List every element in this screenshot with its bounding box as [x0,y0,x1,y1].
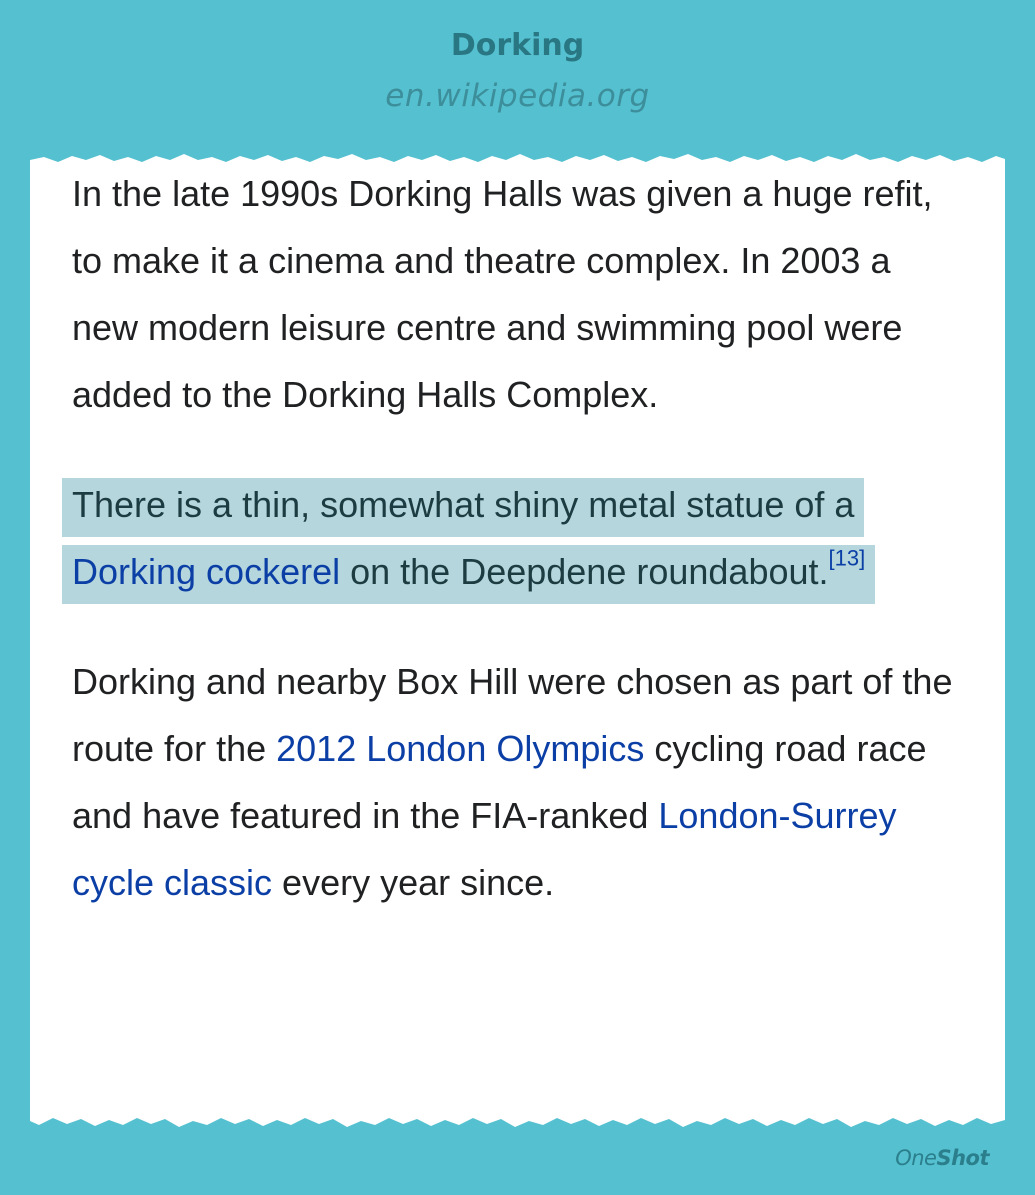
article-excerpt [72,160,962,916]
paragraph-cockerel-statue [72,471,962,605]
logo-text-shot: Shot [936,1146,989,1170]
source-url: en.wikipedia.org [385,78,650,114]
link-london-surrey-cycle-classic[interactable]: London-Surrey cycle classic [72,795,897,903]
link-2012-london-olympics[interactable]: 2012 London Olympics [276,728,645,769]
logo-text-one: One [895,1146,937,1170]
paragraph-text: cycling road race and have featured in the FIA-ranked [72,728,927,836]
paragraph-text: Dorking and nearby Box Hill were chosen as part of the route for the [72,661,953,769]
citation-link[interactable]: [13] [828,545,866,571]
selected-text-highlight[interactable] [62,478,875,604]
paragraph-box-hill-cycling [72,648,962,916]
page-title: Dorking [450,28,585,63]
paragraph-text: on the Deepdene roundabout. [340,551,829,592]
paragraph-text: There is a thin, somewhat shiny metal statue of a [72,484,855,525]
paragraph-dorking-halls: In the late 1990s Dorking Halls was given a huge refit, to make it a cinema and theatre complex. In 2003 a new modern leisure centre and swimming pool were added to the Dorking Halls Complex. [72,173,933,415]
oneshot-logo [895,1146,989,1170]
link-dorking-cockerel[interactable]: Dorking cockerel [72,551,341,592]
paragraph-text: every year since. [272,862,555,903]
